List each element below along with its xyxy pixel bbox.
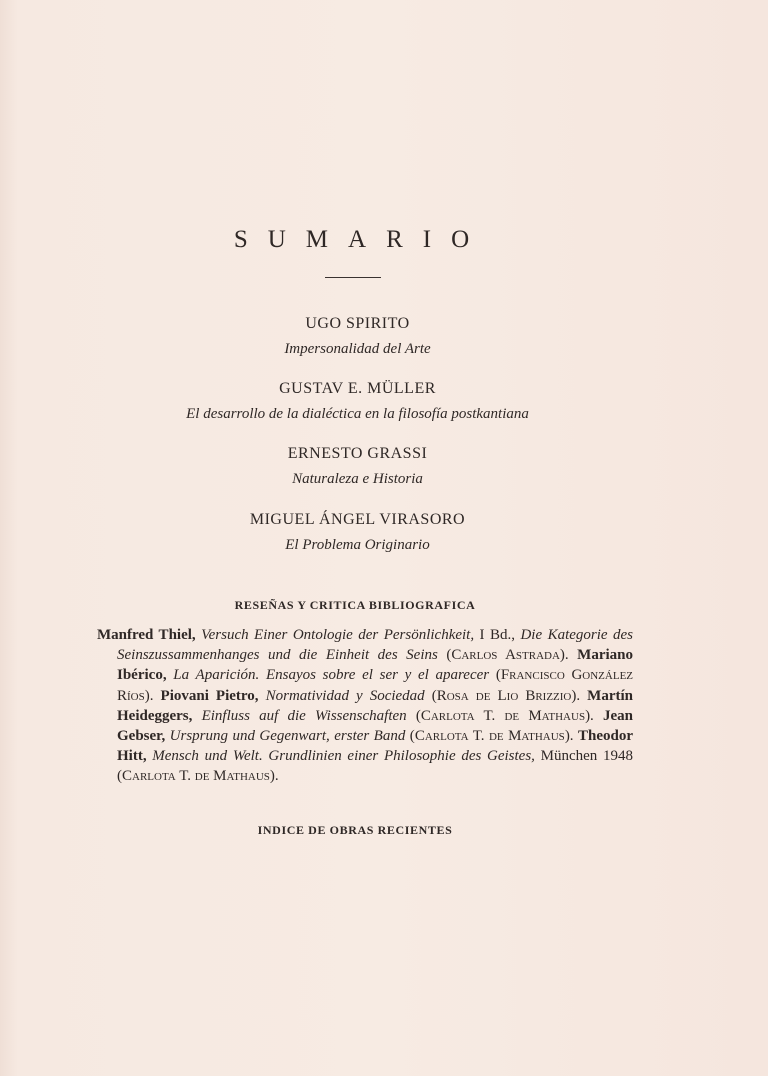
review-work: Ursprung und Gegenwart, erster Band (169, 728, 406, 745)
review-paren: ( (489, 667, 501, 684)
review-paren: ( (424, 687, 437, 704)
page-title: SUMARIO (233, 226, 490, 253)
review-paren: ). (559, 647, 578, 664)
article-title: El Problema Originario (285, 537, 430, 553)
reviews-paragraph (97, 625, 633, 787)
review-extra: München 1948 (534, 748, 633, 765)
index-heading: INDICE DE OBRAS RECIENTES (257, 823, 453, 837)
article-author: MIGUEL ÁNGEL VIRASORO (249, 511, 466, 528)
review-work: Die Kategorie des Seinszussammenhanges und die Einheit des Seins (117, 627, 634, 664)
review-paren: ( (405, 728, 415, 745)
review-reviewer: Carlota T. de Mathaus (420, 707, 586, 724)
review-reviewer: Carlota T. de Mathaus (414, 728, 565, 745)
review-reviewer: Carlota T. de Mathaus (122, 768, 270, 785)
article-author: UGO SPIRITO (305, 315, 410, 332)
review-paren: ). (144, 687, 161, 704)
review-work: Normatividad y Sociedad (265, 687, 425, 704)
review-work: La Aparición. Ensayos sobre el ser y el aparecer (173, 667, 490, 684)
review-reviewer: Rosa de Lio Brizzio (436, 687, 572, 704)
review-reviewer: Carlos Astrada (451, 647, 560, 664)
review-reviewer: Francisco González Ríos (117, 667, 634, 704)
review-author: Martín Heideggers, (117, 687, 633, 724)
review-item (161, 688, 588, 704)
article-title: Naturaleza e Historia (292, 471, 423, 487)
review-paren: ( (406, 707, 421, 724)
review-paren: ). (571, 687, 588, 704)
reviews-heading: RESEÑAS Y CRITICA BIBLIOGRAFICA (234, 598, 476, 612)
review-paren: ). (564, 728, 579, 745)
review-author: Manfred Thiel, (97, 627, 196, 643)
article-title: Impersonalidad del Arte (284, 341, 431, 357)
review-paren: ( (437, 647, 452, 664)
review-author: Piovani Pietro, (160, 687, 259, 704)
review-author: Mariano Ibérico, (117, 647, 633, 684)
review-item (97, 627, 633, 663)
review-author: Theodor Hitt, (117, 728, 634, 765)
review-work: Versuch Einer Ontologie der Persönlichkeit, (201, 627, 475, 643)
article-author: ERNESTO GRASSI (287, 445, 428, 462)
article-author: GUSTAV E. MÜLLER (279, 380, 436, 397)
review-paren: ( (117, 768, 122, 785)
review-paren: ). (269, 768, 279, 785)
article-title: El desarrollo de la dialéctica en la filosofía postkantiana (186, 406, 529, 422)
title-divider (325, 277, 381, 278)
review-work: Mensch und Welt. Grundlinien einer Philosophie des Geistes, (152, 748, 535, 765)
review-paren: ). (585, 707, 603, 724)
review-extra: I Bd., (474, 627, 521, 643)
review-author: Jean Gebser, (117, 707, 633, 745)
review-work: Einfluss auf die Wissenschaften (201, 707, 407, 724)
